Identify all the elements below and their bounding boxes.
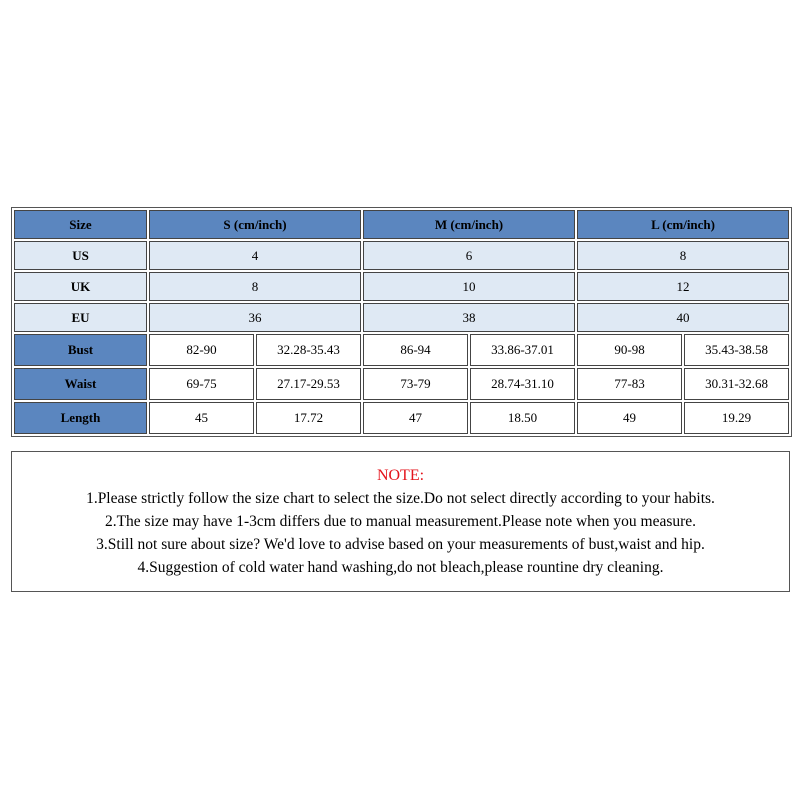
waist-s-cm: 69-75	[149, 368, 254, 400]
header-size-l: L (cm/inch)	[577, 210, 789, 239]
length-s-cm: 45	[149, 402, 254, 434]
uk-s: 8	[149, 272, 361, 301]
row-label-us: US	[14, 241, 147, 270]
bust-s-cm: 82-90	[149, 334, 254, 366]
eu-m: 38	[363, 303, 575, 332]
us-l: 8	[577, 241, 789, 270]
waist-s-inch: 27.17-29.53	[256, 368, 361, 400]
length-l-cm: 49	[577, 402, 682, 434]
note-line-2: 2.The size may have 1-3cm differs due to manual measurement.Please note when you measure.	[104, 513, 697, 530]
header-size-m: M (cm/inch)	[363, 210, 575, 239]
table-row-eu	[14, 303, 789, 332]
row-label-bust: Bust	[14, 334, 147, 366]
row-label-uk: UK	[14, 272, 147, 301]
note-box	[11, 451, 790, 592]
waist-m-cm: 73-79	[363, 368, 468, 400]
bust-m-inch: 33.86-37.01	[470, 334, 575, 366]
uk-m: 10	[363, 272, 575, 301]
length-m-cm: 47	[363, 402, 468, 434]
note-line-4: 4.Suggestion of cold water hand washing,do not bleach,please rountine dry cleaning.	[137, 559, 664, 576]
table-row-length	[14, 402, 789, 434]
waist-l-cm: 77-83	[577, 368, 682, 400]
note-line-3: 3.Still not sure about size? We'd love to advise based on your measurements of bust,waist and hip.	[96, 536, 705, 553]
bust-l-inch: 35.43-38.58	[684, 334, 789, 366]
eu-l: 40	[577, 303, 789, 332]
row-label-waist: Waist	[14, 368, 147, 400]
header-size-s: S (cm/inch)	[149, 210, 361, 239]
note-line-1: 1.Please strictly follow the size chart to select the size.Do not select directly according to your habits.	[86, 490, 715, 507]
bust-l-cm: 90-98	[577, 334, 682, 366]
uk-l: 12	[577, 272, 789, 301]
waist-l-inch: 30.31-32.68	[684, 368, 789, 400]
us-s: 4	[149, 241, 361, 270]
table-header-row	[14, 210, 789, 239]
length-m-inch: 18.50	[470, 402, 575, 434]
table-row-bust	[14, 334, 789, 366]
length-s-inch: 17.72	[256, 402, 361, 434]
table-row-uk	[14, 272, 789, 301]
row-label-length: Length	[14, 402, 147, 434]
row-label-eu: EU	[14, 303, 147, 332]
us-m: 6	[363, 241, 575, 270]
table-row-us	[14, 241, 789, 270]
size-chart-table	[11, 207, 792, 437]
eu-s: 36	[149, 303, 361, 332]
length-l-inch: 19.29	[684, 402, 789, 434]
note-title: NOTE:	[376, 467, 425, 484]
bust-s-inch: 32.28-35.43	[256, 334, 361, 366]
waist-m-inch: 28.74-31.10	[470, 368, 575, 400]
bust-m-cm: 86-94	[363, 334, 468, 366]
table-row-waist	[14, 368, 789, 400]
header-size: Size	[14, 210, 147, 239]
